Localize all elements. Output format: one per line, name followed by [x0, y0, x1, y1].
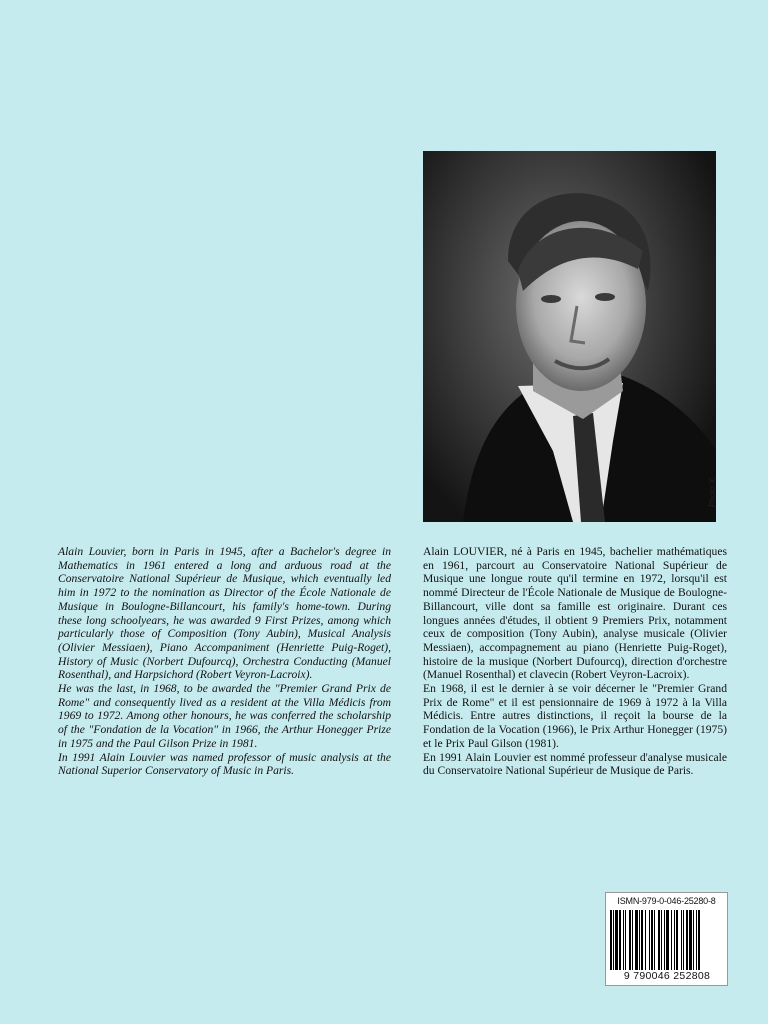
- author-portrait-photo: [423, 151, 716, 522]
- barcode-bar: [645, 910, 646, 970]
- barcode-bar: [641, 910, 643, 970]
- english-biography: [58, 545, 391, 778]
- ismn-number: ISMN-979-0-046-25280-8: [617, 896, 716, 906]
- barcode-bar: [619, 910, 621, 970]
- barcode-bar: [681, 910, 682, 970]
- barcode-bar: [686, 910, 688, 970]
- ismn-barcode: [605, 892, 728, 986]
- french-paragraph: En 1991 Alain Louvier est nommé professeur d'analyse musicale du Conservatoire National Supérieur de Musique de Paris.: [423, 750, 727, 778]
- barcode-bar: [629, 910, 631, 970]
- french-biography: [423, 545, 727, 778]
- english-paragraph: Alain Louvier, born in Paris in 1945, after a Bachelor's degree in Mathematics in 1961 entered a long and arduous road at the Conservatoire National Supérieur de Musique, which eventually led him in 1972 to the nomination as Director of the École Nationale de Musique in Boulogne-Billancourt, his family's home-town. During these long schoolyears, he was awarded 9 First Prizes, among which particularly those of Composition (Tony Aubin), Musical Analysis (Olivier Messiaen), Piano Accompaniment (Henriette Puig-Roget), History of Music (Norbert Dufourcq), Orchestra Conducting (Manuel Rosenthal), and Harpsichord (Robert Veyron-Lacroix).: [58, 545, 391, 682]
- barcode-bar: [625, 910, 626, 970]
- portrait-silhouette: [423, 151, 716, 522]
- english-paragraph: In 1991 Alain Louvier was named professor of music analysis at the National Superior Conservatory of Music in Paris.: [58, 750, 391, 778]
- barcode-bar: [671, 910, 672, 970]
- french-paragraph: Alain LOUVIER, né à Paris en 1945, bachelier mathématiques en 1961, parcourt au Conservatoire National Supérieur de Musique une longue route qu'il termine en 1972, lorsqu'il est nommé Directeur de l'École Nationale de Musique de Boulogne-Billancourt, ville dont sa famille est originaire. Durant ces longues années d'études, il obtient 9 Premiers Prix, notamment ceux de composition (Tony Aubin), analyse musicale (Olivier Messiaen), accompagnement au piano (Henriette Puig-Roget), histoire de la musique (Norbert Dufourcq), direction d'orchestre (Manuel Rosenthal) et clavecin (Robert Veyron-Lacroix).: [423, 545, 727, 682]
- barcode-bar: [666, 910, 669, 970]
- barcode-bar: [676, 910, 678, 970]
- barcode-bar: [623, 910, 624, 970]
- barcode-bar: [693, 910, 694, 970]
- barcode-bar: [689, 910, 692, 970]
- barcode-bar: [674, 910, 675, 970]
- barcode-bar: [632, 910, 633, 970]
- barcode-bar: [649, 910, 650, 970]
- barcode-bar: [615, 910, 618, 970]
- barcode-bar: [658, 910, 660, 970]
- barcode-bar: [698, 910, 700, 970]
- barcode-bar: [661, 910, 662, 970]
- barcode-bar: [664, 910, 665, 970]
- english-paragraph: He was the last, in 1968, to be awarded the "Premier Grand Prix de Rome" and consequently lived as a resident at the Villa Médicis from 1969 to 1972. Among other honours, he was conferred the scholarship of the "Fondation de la Vocation" in 1966, the Arthur Honegger Prize in 1975 and the Paul Gilson Prize in 1981.: [58, 682, 391, 750]
- barcode-bar: [635, 910, 638, 970]
- barcode-bars: [610, 910, 723, 970]
- barcode-bar: [654, 910, 655, 970]
- french-paragraph: En 1968, il est le dernier à se voir décerner le "Premier Grand Prix de Rome" et il est pensionnaire de 1969 à 1972 à la Villa Médicis. Entre autres distinctions, il reçoit la bourse de la Fondation de la Vocation (1966), le Prix Arthur Honegger (1975) et le Prix Paul Gilson (1981).: [423, 682, 727, 750]
- barcode-bar: [696, 910, 697, 970]
- barcode-bar: [651, 910, 653, 970]
- barcode-bar: [613, 910, 614, 970]
- barcode-bar: [639, 910, 640, 970]
- barcode-bar: [683, 910, 684, 970]
- photo-credit: Photo X.: [708, 476, 717, 507]
- barcode-bar: [610, 910, 612, 970]
- ean-digits: 9 790046 252808: [623, 970, 711, 982]
